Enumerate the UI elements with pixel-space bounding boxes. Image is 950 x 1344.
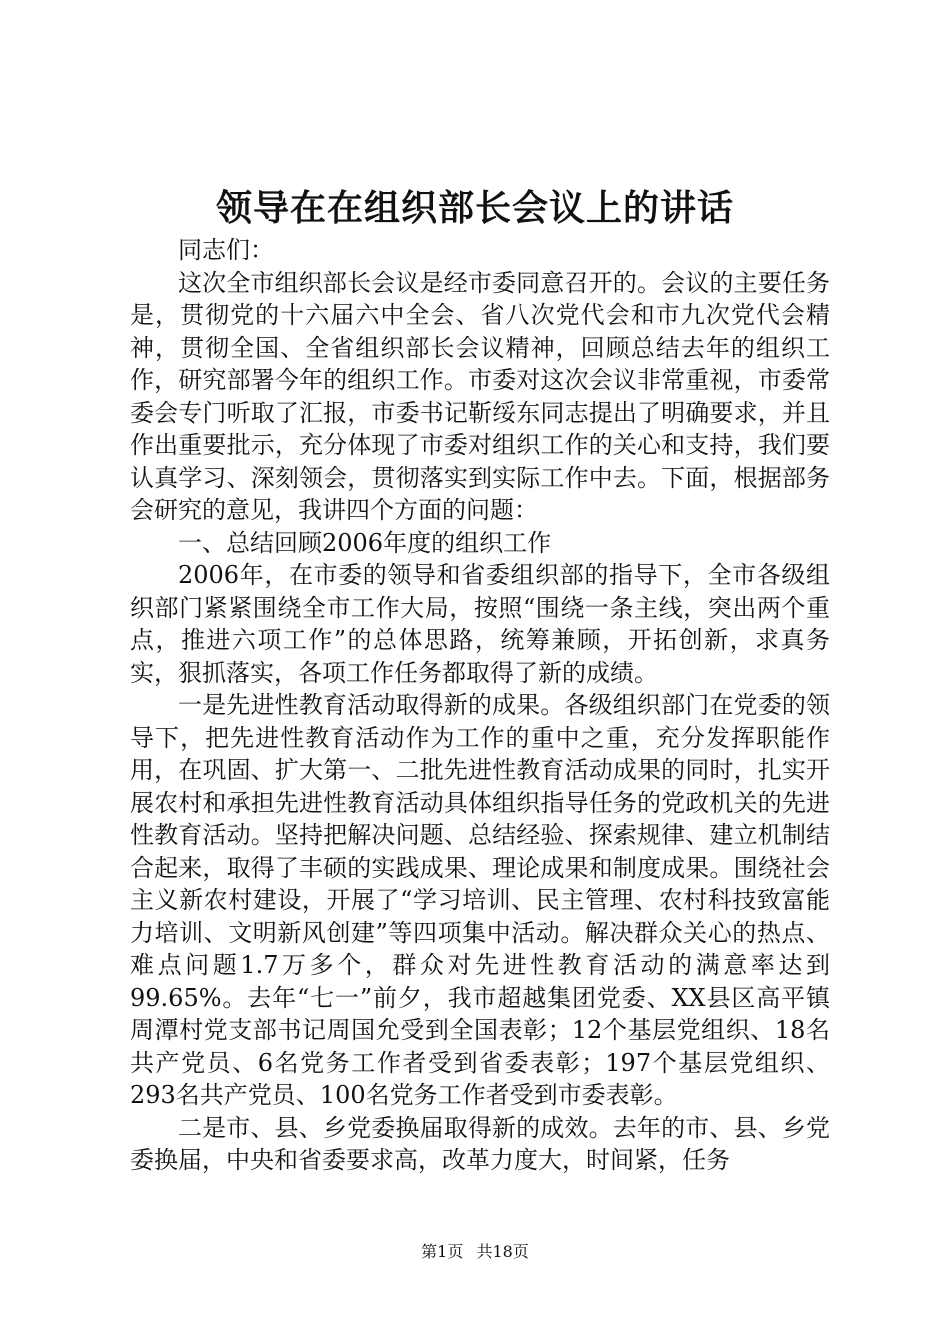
body-paragraph: 二是市、县、乡党委换届取得新的成效。去年的市、县、乡党委换届，中央和省委要求高，改革力度大，时间紧，任务 <box>130 1113 830 1174</box>
body-paragraph: 这次全市组织部长会议是经市委同意召开的。会议的主要任务是，贯彻党的十六届六中全会、省八次党代会和市九次党代会精神，贯彻全国、全省组织部长会议精神，回顾总结去年的组织工作，研究部署今年的组织工作。市委对这次会议非常重视，市委常委会专门听取了汇报，市委书记靳绥东同志提出了明确要求，并且作出重要批示，充分体现了市委对组织工作的关心和支持，我们要认真学习、深刻领会，贯彻落实到实际工作中去。下面，根据部务会研究的意见，我讲四个方面的问题： <box>130 268 830 524</box>
body-paragraph: 2006年，在市委的领导和省委组织部的指导下，全市各级组织部门紧紧围绕全市工作大局，按照“围绕一条主线，突出两个重点，推进六项工作”的总体思路，统筹兼顾，开拓创新，求真务实，狠抓落实，各项工作任务都取得了新的成绩。 <box>130 561 830 687</box>
document-title: 领导在在组织部长会议上的讲话 <box>215 187 734 229</box>
page-number: 第1页 <box>421 1242 464 1261</box>
salutation-paragraph: 同志们： <box>178 236 274 264</box>
page-total: 共18页 <box>476 1242 529 1261</box>
body-paragraph: 一是先进性教育活动取得新的成果。各级组织部门在党委的领导下，把先进性教育活动作为工作的重中之重，充分发挥职能作用，在巩固、扩大第一、二批先进性教育活动成果的同时，扎实开展农村和承担先进性教育活动具体组织指导任务的党政机关的先进性教育活动。坚持把解决问题、总结经验、探索规律、建立机制结合起来，取得了丰硕的实践成果、理论成果和制度成果。围绕社会主义新农村建设，开展了“学习培训、民主管理、农村科技致富能力培训、文明新风创建”等四项集中活动。解决群众关心的热点、难点问题1.7万多个，群众对先进性教育活动的满意率达到99.65%。去年“七一”前夕，我市超越集团党委、XX县区高平镇周潭村党支部书记周国允受到全国表彰；12个基层党组织、18名共产党员、6名党务工作者受到省委表彰；197个基层党组织、293名共产党员、100名党务工作者受到市委表彰。 <box>130 691 830 1109</box>
document-body <box>130 234 830 1177</box>
section-heading: 一、总结回顾2006年度的组织工作 <box>178 528 552 557</box>
page-footer <box>0 1240 950 1264</box>
